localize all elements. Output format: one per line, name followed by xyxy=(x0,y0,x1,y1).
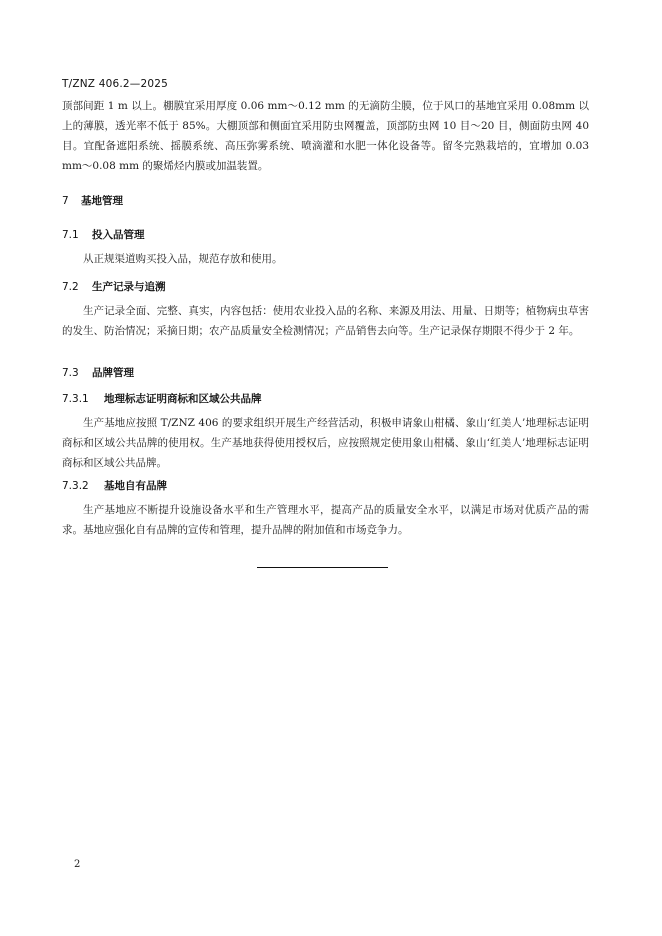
section-7-1-text: 从正规渠道购买投入品，规范存放和使用。 xyxy=(83,253,283,265)
section-title: 地理标志证明商标和区域公共品牌 xyxy=(104,393,262,405)
page-number: 2 xyxy=(74,859,81,870)
section-7-1-heading xyxy=(62,227,145,242)
section-title: 品牌管理 xyxy=(92,367,134,379)
section-title: 投入品管理 xyxy=(92,229,145,241)
section-number: 7.3 xyxy=(62,367,79,379)
section-title: 生产记录与追溯 xyxy=(92,281,166,293)
section-7-3-2-heading xyxy=(62,478,167,493)
section-number: 7.2 xyxy=(62,281,79,293)
section-number: 7.1 xyxy=(62,229,79,241)
section-7-3-heading xyxy=(62,365,134,380)
section-title: 基地自有品牌 xyxy=(104,480,167,492)
section-7-3-1-heading xyxy=(62,391,262,406)
section-number: 7.3.1 xyxy=(62,393,89,405)
section-7-2-text: 生产记录全面、完整、真实，内容包括：使用农业投入品的名称、来源及用法、用量、日期等；植物病虫草害的发生、防治情况；采摘日期；农产品质量安全检测情况；产品销售去向等。生产记录保存期限不得少于 2 年。 xyxy=(62,305,589,337)
section-7-3-2-text: 生产基地应不断提升设施设备水平和生产管理水平，提高产品的质量安全水平，以满足市场对优质产品的需求。基地应强化自有品牌的宣传和管理，提升品牌的附加值和市场竞争力。 xyxy=(62,504,589,536)
section-number: 7 xyxy=(62,195,69,207)
section-7-heading xyxy=(62,193,123,208)
section-7-3-1-text: 生产基地应按照 T/ZNZ 406 的要求组织开展生产经营活动，积极申请象山柑橘、象山‘红美人’地理标志证明商标和区域公共品牌的使用权。生产基地获得使用授权后，应按照规定使用象山柑橘、象山‘红美人’地理标志证明商标和区域公共品牌。 xyxy=(62,417,589,469)
section-title: 基地管理 xyxy=(81,195,123,207)
section-7-2-heading xyxy=(62,279,166,294)
section-number: 7.3.2 xyxy=(62,480,89,492)
standard-number-header: T/ZNZ 406.2—2025 xyxy=(62,78,169,90)
continued-paragraph: 顶部间距 1 m 以上。棚膜宜采用厚度 0.06 mm～0.12 mm 的无滴防尘膜，位于风口的基地宜采用 0.08mm 以上的薄膜，透光率不低于 85%。大棚顶部和侧面宜采用防虫网覆盖，顶部防虫网 10 目～20 目，侧面防虫网 40 目。宜配备遮阳系统、摇膜系统、高压弥雾系统、喷滴灌和水肥一体化设备等。留冬完熟栽培的，宜增加 0.03 mm～0.08 mm 的聚烯烃内膜或加温装置。 xyxy=(62,100,589,172)
end-of-document-rule xyxy=(257,567,388,568)
